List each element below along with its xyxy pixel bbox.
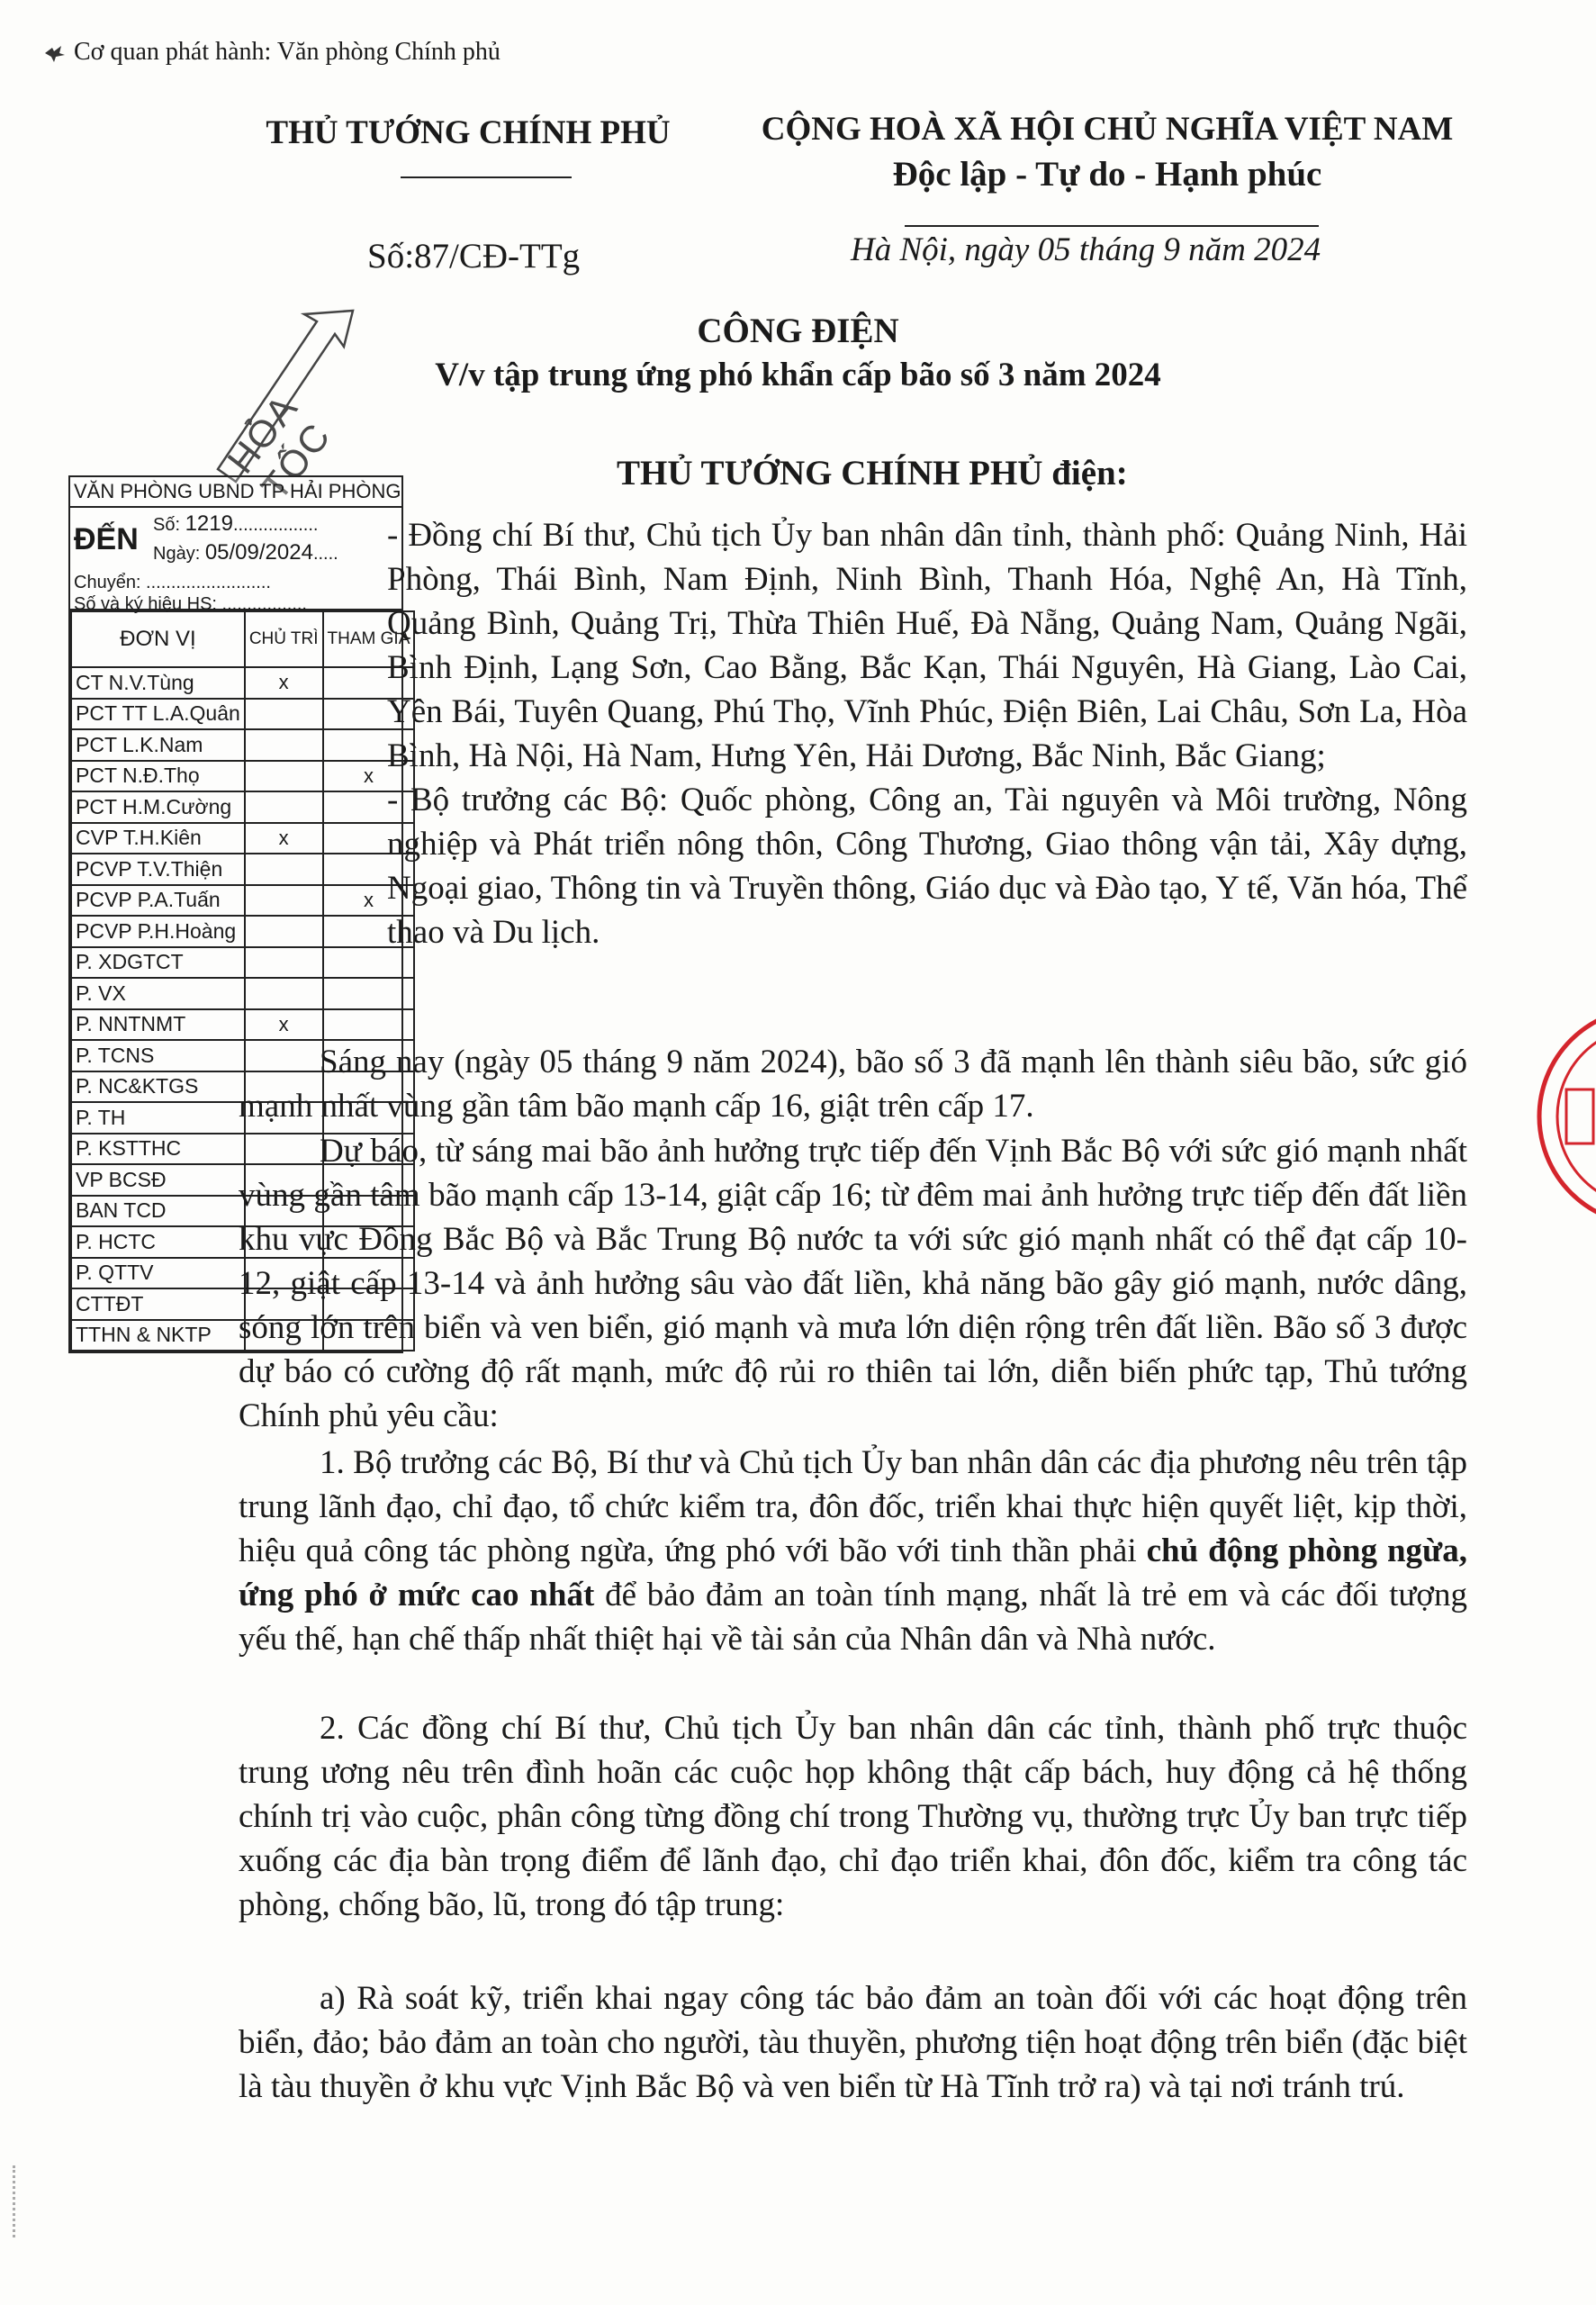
slip-so: Số: 1219................. [153, 511, 319, 536]
slip-unit: P. VX [71, 978, 245, 1009]
slip-unit: P. TH [71, 1102, 245, 1134]
slip-join-mark [323, 1009, 415, 1041]
slip-row [71, 791, 414, 823]
slip-lead-mark [245, 916, 323, 947]
slip-unit: P. QTTV [71, 1258, 245, 1289]
slip-lead-mark [245, 978, 323, 1009]
slip-so-label: Số: [153, 515, 185, 535]
country-name: CỘNG HOÀ XÃ HỘI CHỦ NGHĨA VIỆT NAM [761, 111, 1454, 148]
slip-join-mark: x [323, 885, 415, 917]
slip-row [71, 699, 414, 730]
body-paragraph-1 [239, 1040, 1467, 1128]
body-paragraph-3 [239, 1441, 1467, 1661]
slip-row [71, 885, 414, 917]
slip-chuyen: Chuyển: ......................... [74, 573, 271, 592]
paragraph-text: Sáng nay (ngày 05 tháng 9 năm 2024), bão số 3 đã mạnh lên thành siêu bão, sức gió mạnh nhất vùng gần tâm bão mạnh cấp 16, giật trên cấp 17. [239, 1044, 1467, 1125]
slip-den-label: ĐẾN [74, 522, 139, 556]
slip-unit: PCT L.K.Nam [71, 729, 245, 761]
body-paragraph-2 [239, 1129, 1467, 1438]
paragraph-text [239, 1441, 1467, 1661]
national-header [720, 110, 1494, 194]
slip-unit: P. TCNS [71, 1040, 245, 1071]
slip-join-mark [323, 978, 415, 1009]
issuer-line [43, 38, 500, 67]
slip-unit: PCT H.M.Cường [71, 791, 245, 823]
slip-unit: P. NNTNMT [71, 1009, 245, 1041]
paragraph-text: a) Rà soát kỹ, triển khai ngay công tác bảo đảm an toàn đối với các hoạt động trên biển, đảo; bảo đảm an toàn cho người, tàu thuyền, phương tiện hoạt động trên biển (đặc biệt là tàu thuyền ở khu vực Vịnh Bắc Bộ và ven biển từ Hà Tĩnh trở ra) và tại nơi tránh trú. [239, 1980, 1467, 2105]
slip-row [71, 854, 414, 885]
recipient-provinces: - Đồng chí Bí thư, Chủ tịch Ủy ban nhân dân tỉnh, thành phố: Quảng Ninh, Hải Phòng, Thái Bình, Nam Định, Ninh Bình, Thanh Hóa, Nghệ An, Hà Tĩnh, Quảng Bình, Quảng Trị, Thừa Thiên Huế, Đà Nẵng, Quảng Nam, Quảng Ngãi, Bình Định, Lạng Sơn, Cao Bằng, Bắc Kạn, Thái Nguyên, Hà Giang, Lào Cai, Yên Bái, Tuyên Quang, Phú Thọ, Vĩnh Phúc, Điện Biên, Lai Châu, Sơn La, Hòa Bình, Hà Nội, Hà Nam, Hưng Yên, Hải Dương, Bắc Ninh, Bắc Giang; [387, 517, 1467, 774]
slip-title: VĂN PHÒNG UBND TP HẢI PHÒNG [70, 477, 401, 508]
slip-row [71, 1009, 414, 1041]
document-type: CÔNG ĐIỆN [697, 312, 899, 350]
scan-margin-marks [13, 2165, 21, 2237]
p3-emphasis: chủ động phòng ngừa, ứng phó ở mức cao nhất [239, 1532, 1467, 1614]
slip-unit: PCT N.Đ.Thọ [71, 761, 245, 792]
recipients [387, 513, 1467, 954]
paragraph-text: 2. Các đồng chí Bí thư, Chủ tịch Ủy ban nhân dân các tỉnh, thành phố trực thuộc trung ương nêu trên đình hoãn các cuộc họp không thật cấp bách, huy động cả hệ thống chính trị vào cuộc, phân công từng đồng chí trong Thường vụ, thường trực Ủy ban trực tiếp xuống các địa bàn trọng điểm để lãnh đạo, chỉ đạo triển khai, đôn đốc, kiểm tra công tác phòng, chống bão, lũ, trong đó tập trung: [239, 1710, 1467, 1923]
slip-ngay-value: 05/09/2024 [204, 540, 313, 565]
slip-unit: CTTĐT [71, 1288, 245, 1320]
slip-unit: P. XDGTCT [71, 947, 245, 979]
slip-unit: CT N.V.Tùng [71, 667, 245, 699]
slip-lead-mark [245, 791, 323, 823]
stamp-text: HỎA TỐC [219, 387, 339, 508]
slip-lead-mark [245, 699, 323, 730]
emblem-icon [43, 44, 67, 64]
slip-lead-mark: x [245, 823, 323, 854]
paragraph-text: Dự báo, từ sáng mai bão ảnh hưởng trực tiếp đến Vịnh Bắc Bộ với sức gió mạnh nhất vùng gần tâm bão mạnh cấp 13-14, giật cấp 16; từ đêm mai ảnh hưởng trực tiếp đến đất liền khu vực Đông Bắc Bộ và Bắc Trung Bộ nước ta với sức gió mạnh nhất có thể đạt cấp 10-12, giật cấp 13-14 và ảnh hưởng sâu vào đất liền, khả năng bão gây gió mạnh, nước dâng, sóng lớn trên biển và ven biển, gió mạnh và mưa lớn diện rộng trên đất liền. Bão số 3 được dự báo có cường độ rất mạnh, mức độ rủi ro thiên tai lớn, diễn biến phức tạp, Thủ tướng Chính phủ yêu cầu: [239, 1133, 1467, 1434]
agency-underline [401, 176, 572, 178]
body-paragraph-4 [239, 1706, 1467, 1927]
red-seal-icon [1530, 981, 1596, 1243]
slip-unit: PCVP T.V.Thiện [71, 854, 245, 885]
p3-post: để bảo đảm an toàn tính mạng, nhất là trẻ em và các đối tượng yếu thế, hạn chế thấp nhất thiệt hại về tài sản của Nhân dân và Nhà nước. [239, 1577, 1467, 1658]
slip-lead-mark: x [245, 667, 323, 699]
slip-hs: Số và ký hiệu HS: ................. [74, 594, 307, 614]
motto: Độc lập - Tự do - Hạnh phúc [892, 155, 1322, 194]
slip-unit: VP BCSĐ [71, 1164, 245, 1196]
slip-row [71, 729, 414, 761]
slip-unit: BAN TCD [71, 1196, 245, 1227]
slip-lead-mark [245, 729, 323, 761]
body-paragraph-5 [239, 1976, 1467, 2109]
slip-unit: PCVP P.A.Tuấn [71, 885, 245, 917]
slip-unit: TTHN & NKTP [71, 1320, 245, 1351]
slip-col-join: THAM GIA [323, 611, 415, 667]
motto-underline [905, 225, 1319, 227]
pm-directive-heading: THỦ TƯỚNG CHÍNH PHỦ điện: [617, 454, 1128, 493]
slip-lead-mark [245, 885, 323, 917]
document-number: Số:87/CĐ-TTg [367, 237, 581, 276]
slip-lead-mark [245, 761, 323, 792]
slip-header-row [71, 611, 414, 667]
slip-row [71, 947, 414, 979]
issuer-text: Cơ quan phát hành: Văn phòng Chính phủ [74, 38, 500, 66]
slip-row [71, 823, 414, 854]
slip-col-unit: ĐƠN VỊ [71, 611, 245, 667]
slip-so-value: 1219 [185, 511, 233, 536]
slip-row [71, 667, 414, 699]
slip-unit: PCVP P.H.Hoàng [71, 916, 245, 947]
slip-row [71, 978, 414, 1009]
slip-unit: P. HCTC [71, 1226, 245, 1258]
recipient-ministries: - Bộ trưởng các Bộ: Quốc phòng, Công an, Tài nguyên và Môi trường, Nông nghiệp và Phát triển nông thôn, Công Thương, Giao thông vận tải, Xây dựng, Ngoại giao, Thông tin và Truyền thông, Giáo dục và Đào tạo, Y tế, Văn hóa, Thể thao và Du lịch. [387, 782, 1467, 951]
slip-unit: CVP T.H.Kiên [71, 823, 245, 854]
slip-row [71, 916, 414, 947]
slip-lead-mark: x [245, 1009, 323, 1041]
slip-ngay-label: Ngày: [153, 544, 205, 564]
slip-arrival [70, 508, 401, 614]
slip-unit: P. NC&KTGS [71, 1071, 245, 1103]
agency-name: THỦ TƯỚNG CHÍNH PHỦ [266, 114, 671, 151]
slip-unit: P. KSTTHC [71, 1134, 245, 1165]
slip-unit: PCT TT L.A.Quân [71, 699, 245, 730]
slip-col-lead: CHỦ TRÌ [245, 611, 323, 667]
slip-join-mark: x [323, 761, 415, 792]
slip-row [71, 761, 414, 792]
p3-pre: 1. Bộ trưởng các Bộ, Bí thư và Chủ tịch Ủy ban nhân dân các địa phương nêu trên tập trung lãnh đạo, chỉ đạo, tổ chức kiểm tra, đôn đốc, triển khai thực hiện quyết liệt, kịp thời, hiệu quả công tác phòng ngừa, ứng phó với bão với tinh thần phải [239, 1444, 1467, 1569]
slip-ngay: Ngày: 05/09/2024..... [153, 540, 338, 565]
slip-lead-mark [245, 854, 323, 885]
place-date: Hà Nội, ngày 05 tháng 9 năm 2024 [851, 231, 1321, 268]
slip-lead-mark [245, 947, 323, 979]
document-subject: V/v tập trung ứng phó khẩn cấp bão số 3 năm 2024 [435, 357, 1161, 393]
